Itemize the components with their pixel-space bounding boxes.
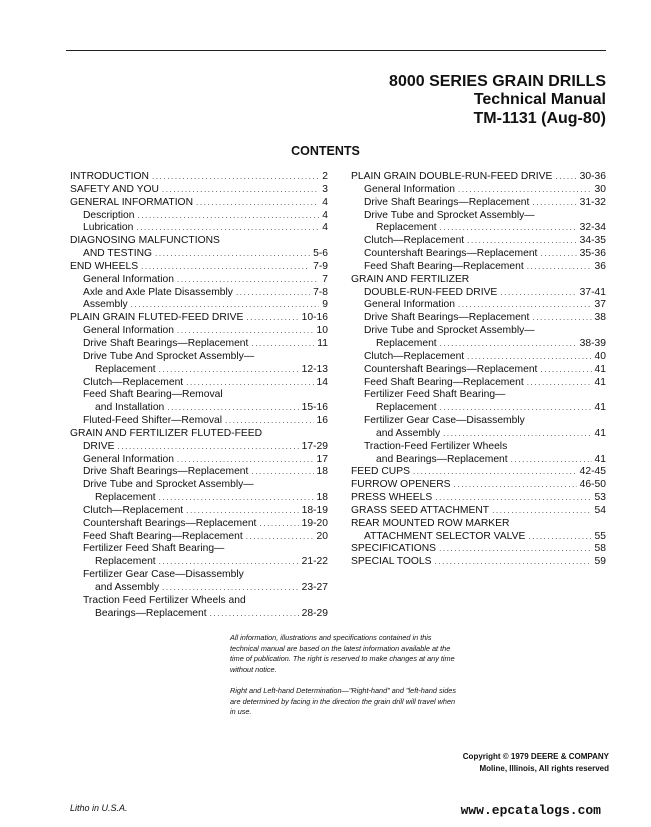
toc-entry	[351, 441, 606, 454]
toc-entry	[351, 248, 606, 261]
toc-dot-leader	[136, 222, 319, 235]
toc-entry-label: FURROW OPENERS	[351, 479, 451, 491]
toc-dot-leader	[435, 492, 591, 505]
toc-entry-page: 28-29	[301, 607, 328, 619]
toc-entry	[70, 402, 328, 415]
toc-entry	[351, 479, 606, 492]
toc-entry-label: GRASS SEED ATTACHMENT	[351, 504, 490, 516]
toc-entry-label: Lubrication	[83, 222, 134, 234]
toc-entry	[351, 235, 606, 248]
toc-entry-label: Assembly	[83, 299, 128, 311]
toc-dot-leader	[259, 518, 298, 531]
toc-dot-leader	[141, 261, 310, 274]
contents-heading: CONTENTS	[291, 144, 360, 158]
toc-entry-label: GRAIN AND FERTILIZER FLUTED-FEED	[70, 427, 263, 439]
toc-entry	[351, 184, 606, 197]
toc-entry-page: 3	[322, 183, 328, 195]
toc-entry-label: Fertilizer Feed Shaft Bearing—	[364, 389, 506, 401]
toc-entry-label: and Assembly	[95, 582, 160, 593]
toc-entry	[70, 364, 328, 377]
toc-entry-label: General Information	[364, 299, 456, 311]
toc-dot-leader	[555, 171, 576, 184]
toc-entry	[70, 248, 328, 261]
toc-dot-leader	[500, 287, 576, 300]
toc-entry	[70, 325, 328, 338]
toc-dot-leader	[131, 299, 320, 312]
toc-entry	[70, 338, 328, 351]
toc-dot-leader	[467, 235, 577, 248]
toc-entry-label: Replacement	[95, 492, 156, 504]
toc-dot-leader	[492, 505, 591, 518]
toc-entry-page: 4	[322, 222, 328, 234]
toc-entry-page: 34-35	[579, 235, 606, 247]
toc-entry-label: Description	[83, 209, 135, 221]
watermark: www.epcatalogs.com	[460, 803, 601, 818]
toc-dot-leader	[246, 531, 314, 544]
toc-entry-label: ATTACHMENT SELECTOR VALVE	[364, 530, 526, 542]
toc-entry-page: 12-13	[301, 363, 328, 375]
toc-entry-page: 18	[316, 466, 328, 478]
toc-entry	[351, 377, 606, 390]
toc-entry	[70, 505, 328, 518]
toc-entry-page: 10-16	[301, 312, 328, 324]
toc-dot-leader	[511, 454, 592, 467]
toc-entry-page: 37	[594, 299, 606, 311]
toc-dot-leader	[236, 287, 310, 300]
toc-entry-label: DOUBLE-RUN-FEED DRIVE	[364, 286, 498, 298]
toc-entry	[351, 210, 606, 223]
toc-dot-leader	[435, 556, 592, 569]
toc-entry-label: Countershaft Bearings—Replacement	[83, 517, 257, 529]
toc-dot-leader	[440, 222, 577, 235]
toc-entry-label: General Information	[83, 325, 175, 337]
toc-entry-label: AND TESTING	[83, 248, 153, 260]
toc-entry-label: GRAIN AND FERTILIZER	[351, 273, 470, 285]
toc-dot-leader	[467, 351, 591, 364]
toc-entry	[351, 531, 606, 544]
toc-entry-label: Clutch—Replacement	[83, 376, 184, 388]
toc-entry-page: 15-16	[301, 402, 328, 414]
toc-entry	[70, 222, 328, 235]
toc-entry	[70, 287, 328, 300]
toc-dot-leader	[155, 248, 310, 261]
top-rule	[66, 50, 606, 51]
toc-dot-leader	[443, 428, 591, 441]
toc-entry-label: Fertilizer Gear Case—Disassembly	[364, 415, 525, 427]
toc-entry-label: Feed Shaft Bearing—Replacement	[83, 530, 243, 542]
toc-entry-label: and Bearings—Replacement	[376, 453, 508, 465]
toc-dot-leader	[186, 505, 299, 518]
toc-dot-leader	[413, 466, 577, 479]
toc-entry-page: 23-27	[301, 582, 328, 593]
toc-dot-leader	[458, 184, 592, 197]
toc-entry-label: Drive Tube and Sprocket Assembly—	[364, 209, 535, 221]
toc-dot-leader	[540, 364, 591, 377]
toc-entry-page: 46-50	[579, 479, 606, 491]
toc-entry	[70, 351, 328, 364]
litho-note: Litho in U.S.A.	[70, 803, 128, 813]
toc-entry-label: DIAGNOSING MALFUNCTIONS	[70, 235, 220, 247]
toc-dot-leader	[162, 184, 319, 197]
toc-entry-page: 30-36	[579, 171, 606, 182]
toc-dot-leader	[159, 556, 299, 569]
toc-entry-label: and Assembly	[376, 427, 441, 439]
toc-entry-page: 38-39	[579, 337, 606, 349]
toc-dot-leader	[527, 377, 592, 390]
toc-entry	[351, 466, 606, 479]
toc-entry-label: PLAIN GRAIN FLUTED-FEED DRIVE	[70, 312, 244, 324]
toc-entry-page: 41	[594, 376, 606, 388]
toc-entry-page: 21-22	[301, 556, 328, 568]
toc-entry	[351, 261, 606, 274]
toc-entry-label: FEED CUPS	[351, 466, 410, 478]
toc-entry-label: INTRODUCTION	[70, 171, 149, 182]
toc-entry-label: General Information	[83, 273, 175, 285]
toc-entry-page: 5-6	[313, 248, 328, 260]
toc-entry-page: 7	[322, 273, 328, 285]
toc-entry	[70, 608, 328, 621]
toc-entry-label: and Installation	[95, 402, 165, 414]
toc-entry-label: Fertilizer Gear Case—Disassembly	[83, 569, 244, 581]
toc-entry-label: SAFETY AND YOU	[70, 183, 159, 195]
toc-dot-leader	[532, 312, 591, 325]
toc-entry	[70, 582, 328, 595]
toc-entry-label: Drive Shaft Bearings—Replacement	[83, 337, 249, 349]
toc-dot-leader	[527, 261, 592, 274]
toc-entry	[351, 222, 606, 235]
toc-entry-label: Fertilizer Feed Shaft Bearing—	[83, 543, 225, 555]
toc-entry	[351, 492, 606, 505]
toc-entry-label: Drive Shaft Bearings—Replacement	[364, 312, 530, 324]
toc-dot-leader	[251, 466, 313, 479]
toc-dot-leader	[177, 274, 319, 287]
toc-dot-leader	[186, 377, 313, 390]
toc-entry-page: 38	[594, 312, 606, 324]
toc-entry-label: Traction-Feed Fertilizer Wheels	[364, 440, 508, 452]
toc-entry	[351, 338, 606, 351]
toc-entry-label: Replacement	[376, 402, 437, 414]
toc-entry-label: Clutch—Replacement	[83, 504, 184, 516]
toc-entry-page: 40	[594, 350, 606, 362]
toc-dot-leader	[177, 325, 314, 338]
toc-entry	[70, 171, 328, 184]
toc-entry-page: 7-9	[313, 260, 328, 272]
toc-entry	[351, 556, 606, 569]
toc-entry	[70, 518, 328, 531]
toc-entry	[70, 492, 328, 505]
toc-entry-page: 4	[322, 209, 328, 221]
toc-entry	[351, 299, 606, 312]
hand-determination-note: Right and Left-hand Determination—"Right-hand" and "left-hand sides are determined by facing in the direction the grain drill will travel when in use.	[230, 686, 457, 717]
toc-entry-label: Axle and Axle Plate Disassembly	[83, 286, 233, 298]
toc-entry-page: 10	[316, 325, 328, 337]
toc-entry-page: 32-34	[579, 222, 606, 234]
toc-entry	[70, 543, 328, 556]
toc-dot-leader	[440, 402, 592, 415]
toc-entry-page: 17	[316, 453, 328, 465]
toc-dot-leader	[225, 415, 313, 428]
toc-entry-page: 42-45	[579, 466, 606, 478]
toc-dot-leader	[117, 441, 298, 454]
toc-entry	[70, 441, 328, 454]
toc-entry-label: Drive Tube And Sprocket Assembly—	[83, 350, 255, 362]
toc-entry-label: SPECIFICATIONS	[351, 543, 437, 555]
toc-entry	[70, 389, 328, 402]
toc-entry	[351, 364, 606, 377]
toc-entry-page: 18	[316, 492, 328, 504]
toc-entry-page: 7-8	[313, 286, 328, 298]
toc-dot-leader	[540, 248, 576, 261]
toc-entry-page: 2	[322, 171, 328, 182]
toc-entry	[351, 274, 606, 287]
toc-entry	[351, 543, 606, 556]
toc-dot-leader	[138, 210, 320, 223]
toc-dot-leader	[454, 479, 577, 492]
copyright-line: Copyright © 1979 DEERE & COMPANY	[462, 752, 609, 761]
toc-entry-page: 31-32	[579, 196, 606, 208]
toc-entry-label: Drive Tube and Sprocket Assembly—	[364, 325, 535, 337]
toc-dot-leader	[159, 364, 299, 377]
toc-entry-page: 53	[594, 492, 606, 504]
toc-entry	[351, 325, 606, 338]
toc-dot-leader	[440, 338, 577, 351]
toc-entry-page: 37-41	[579, 286, 606, 298]
toc-entry	[351, 197, 606, 210]
toc-dot-leader	[162, 582, 299, 595]
toc-entry	[70, 210, 328, 223]
toc-entry-label: Drive Shaft Bearings—Replacement	[83, 466, 249, 478]
toc-dot-leader	[210, 608, 299, 621]
toc-entry	[351, 312, 606, 325]
toc-entry	[351, 351, 606, 364]
toc-entry-label: REAR MOUNTED ROW MARKER	[351, 517, 510, 529]
toc-entry-label: Drive Shaft Bearings—Replacement	[364, 196, 530, 208]
toc-entry-label: Feed Shaft Bearing—Replacement	[364, 260, 524, 272]
toc-entry-label: SPECIAL TOOLS	[351, 556, 432, 568]
toc-dot-leader	[439, 543, 591, 556]
toc-dot-leader	[152, 171, 319, 184]
toc-entry	[70, 197, 328, 210]
toc-entry-page: 30	[594, 183, 606, 195]
copyright-location: Moline, Illinois, All rights reserved	[479, 763, 609, 773]
toc-entry	[70, 312, 328, 325]
toc-entry-page: 55	[594, 530, 606, 542]
manual-subtitle: Technical Manual	[473, 91, 606, 108]
toc-entry-page: 41	[594, 427, 606, 439]
toc-dot-leader	[246, 312, 298, 325]
toc-entry	[351, 454, 606, 467]
toc-entry	[351, 428, 606, 441]
toc-dot-leader	[532, 197, 576, 210]
toc-entry-page: 14	[316, 376, 328, 388]
toc-entry-label: Replacement	[376, 337, 437, 349]
toc-entry-page: 17-29	[301, 440, 328, 452]
copyright-block	[463, 751, 609, 774]
toc-entry-page: 16	[316, 415, 328, 427]
toc-entry-page: 54	[594, 504, 606, 516]
toc-entry-label: PLAIN GRAIN DOUBLE-RUN-FEED DRIVE	[351, 171, 553, 182]
toc-entry-page: 41	[594, 453, 606, 465]
toc-entry-label: Traction Feed Fertilizer Wheels and	[83, 594, 246, 606]
toc-entry	[70, 377, 328, 390]
toc-entry-page: 41	[594, 363, 606, 375]
toc-entry	[70, 531, 328, 544]
toc-entry-label: Clutch—Replacement	[364, 350, 465, 362]
toc-entry-label: END WHEELS	[70, 260, 139, 272]
toc-entry-page: 41	[594, 402, 606, 414]
toc-entry	[351, 505, 606, 518]
toc-entry	[351, 518, 606, 531]
toc-entry	[70, 299, 328, 312]
toc-entry-page: 18-19	[301, 504, 328, 516]
toc-entry-page: 19-20	[301, 517, 328, 529]
toc-entry-label: Clutch—Replacement	[364, 235, 465, 247]
toc-entry	[351, 171, 606, 184]
toc-entry-label: General Information	[83, 453, 175, 465]
toc-entry	[70, 235, 328, 248]
toc-dot-leader	[251, 338, 314, 351]
toc-entry-page: 35-36	[579, 248, 606, 260]
toc-entry	[70, 595, 328, 608]
toc-entry-page: 4	[322, 196, 328, 208]
toc-entry-page: 9	[322, 299, 328, 311]
toc-entry-label: Countershaft Bearings—Replacement	[364, 363, 538, 375]
toc-entry-label: Replacement	[95, 363, 156, 375]
toc-entry-label: GENERAL INFORMATION	[70, 196, 193, 208]
toc-entry	[70, 261, 328, 274]
toc-entry	[351, 287, 606, 300]
toc-entry	[70, 184, 328, 197]
toc-dot-leader	[196, 197, 319, 210]
toc-entry	[70, 556, 328, 569]
toc-entry-label: Bearings—Replacement	[95, 607, 207, 619]
toc-entry-label: PRESS WHEELS	[351, 492, 433, 504]
toc-dot-leader	[167, 402, 298, 415]
toc-entry-label: Feed Shaft Bearing—Replacement	[364, 376, 524, 388]
toc-entry-label: Countershaft Bearings—Replacement	[364, 248, 538, 260]
toc-entry-page: 20	[316, 530, 328, 542]
toc-entry	[351, 402, 606, 415]
toc-dot-leader	[177, 454, 314, 467]
toc-dot-leader	[528, 531, 591, 544]
manual-title: 8000 SERIES GRAIN DRILLS	[389, 73, 606, 90]
disclaimer-note: All information, illustrations and specifications contained in this technical manual are based on the latest information available at the time of publication. The right is reserved to make changes at any time without notice.	[230, 633, 455, 674]
toc-entry	[70, 454, 328, 467]
toc-dot-leader	[159, 492, 314, 505]
toc-entry	[70, 479, 328, 492]
toc-entry-label: Replacement	[95, 556, 156, 568]
toc-entry-page: 36	[594, 260, 606, 272]
toc-entry-label: Feed Shaft Bearing—Removal	[83, 389, 223, 401]
toc-entry	[70, 569, 328, 582]
toc-entry-label: DRIVE	[83, 440, 115, 452]
toc-entry	[70, 415, 328, 428]
toc-entry-label: Drive Tube and Sprocket Assembly—	[83, 479, 254, 491]
toc-entry	[70, 428, 328, 441]
toc-entry-label: Fluted-Feed Shifter—Removal	[83, 415, 223, 427]
toc-entry-page: 58	[594, 543, 606, 555]
toc-entry-page: 11	[317, 337, 328, 349]
toc-entry	[351, 389, 606, 402]
toc-entry	[70, 274, 328, 287]
toc-entry-page: 59	[594, 556, 606, 568]
toc-left-column	[70, 171, 328, 621]
toc-entry	[70, 466, 328, 479]
manual-number: TM-1131 (Aug-80)	[473, 110, 606, 127]
toc-entry	[351, 415, 606, 428]
toc-entry-label: Replacement	[376, 222, 437, 234]
toc-entry-label: General Information	[364, 183, 456, 195]
toc-right-column	[351, 171, 606, 569]
toc-dot-leader	[458, 299, 592, 312]
